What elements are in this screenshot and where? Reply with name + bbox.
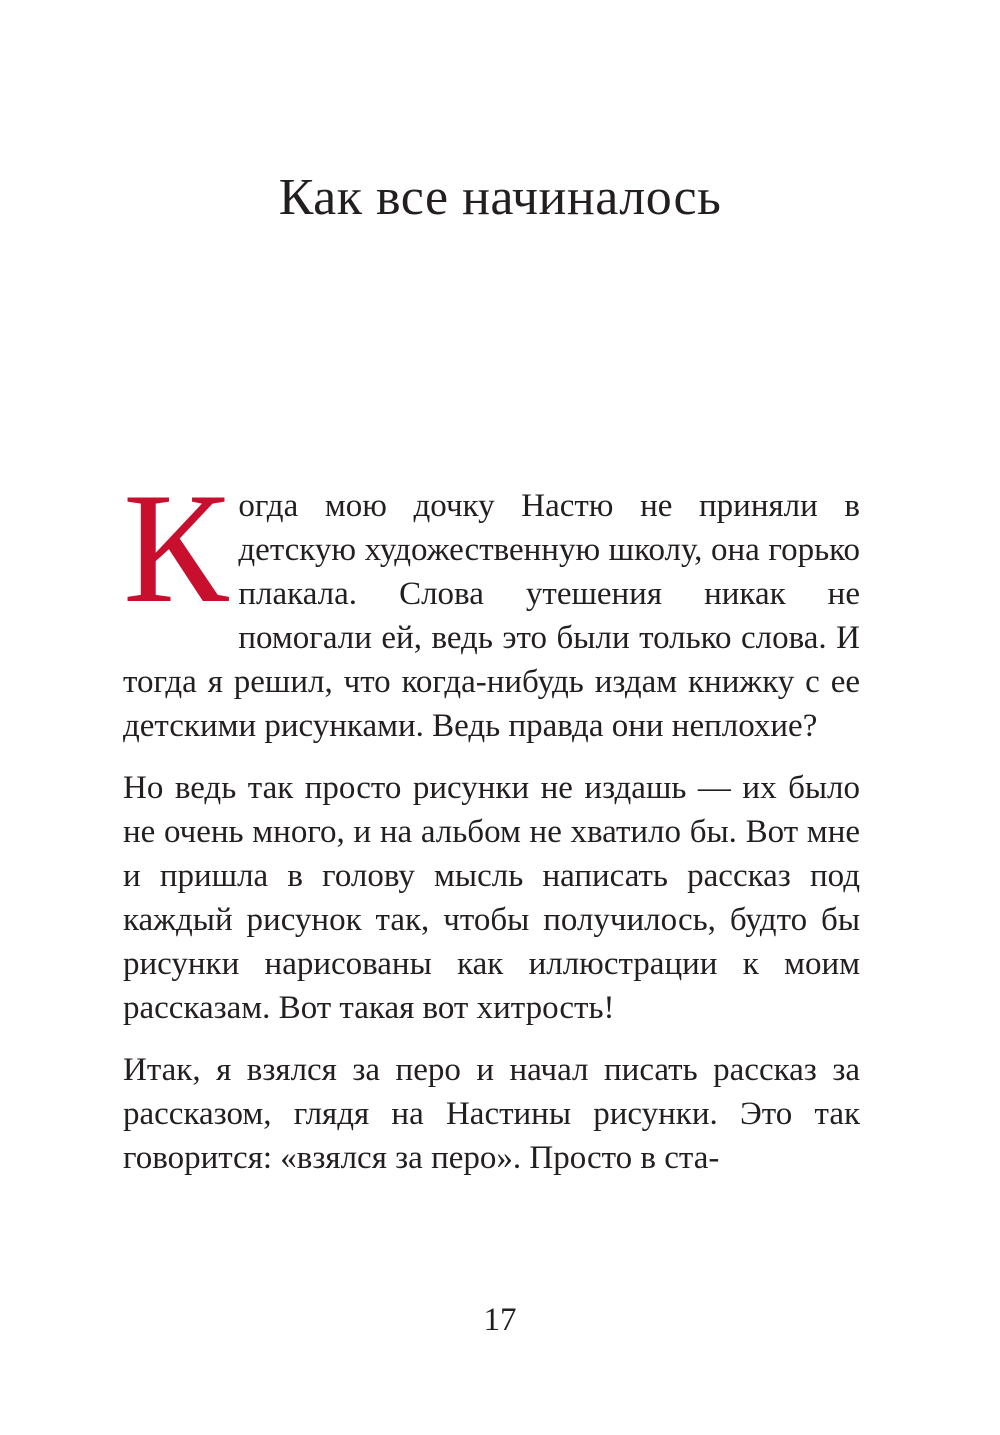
paragraph-1	[123, 461, 860, 748]
paragraph-1-text: огда мою дочку Настю не приняли в детскую художественную школу, она горько плакала. Слова утешения никак не помогали ей, ведь это были только слова. И тогда я решил, что когда-нибудь издам книжку с ее детскими рисунками. Ведь правда они неплохие?	[123, 488, 860, 744]
drop-cap-letter: К	[123, 461, 229, 636]
paragraph-2: Но ведь так просто рисунки не издашь — их было не очень много, и на альбом не хватило бы. Вот мне и пришла в голову мысль написать рассказ под каждый рисунок так, чтобы получилось, будто бы рисунки нарисованы как иллюстрации к моим рассказам. Вот такая вот хитрость!	[123, 770, 860, 1026]
paragraph-3: Итак, я взялся за перо и начал писать рассказ за рассказом, глядя на Настины рисунки. Это так говорится: «взялся за перо». Просто в ста-	[123, 1052, 860, 1176]
body-text	[123, 461, 860, 1198]
chapter-title: Как все начиналось	[278, 169, 722, 226]
page-number: 17	[483, 1302, 517, 1338]
